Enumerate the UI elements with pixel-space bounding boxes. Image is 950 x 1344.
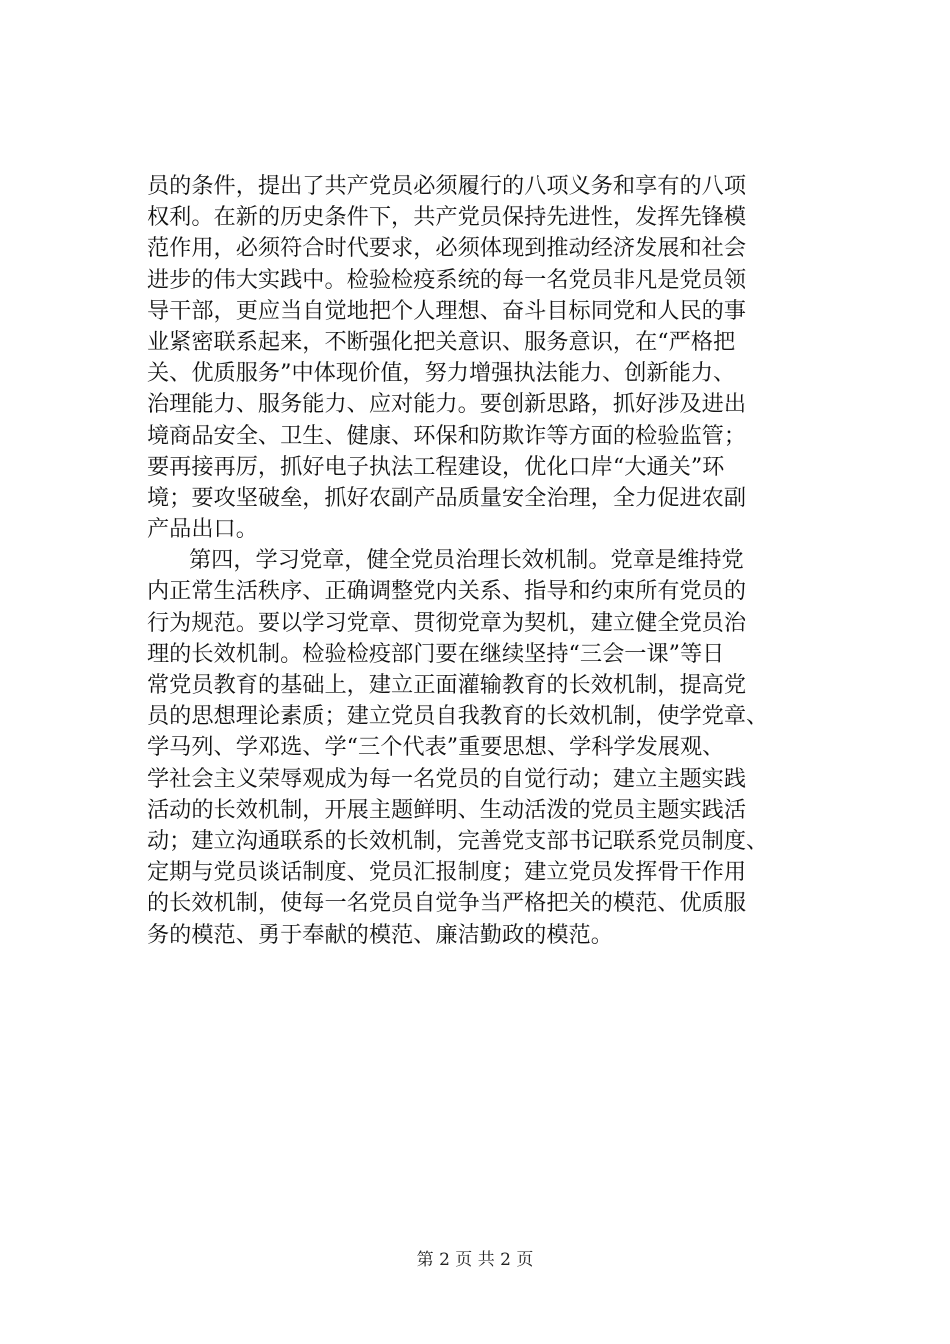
text-line: 导干部，更应当自觉地把个人理想、奋斗目标同党和人民的事: [147, 297, 747, 324]
text-line: 范作用，必须符合时代要求，必须体现到推动经济发展和社会: [147, 235, 747, 262]
page-footer: [0, 1245, 950, 1270]
text-line: 进步的伟大实践中。检验检疫系统的每一名党员非凡是党员领: [147, 266, 747, 293]
page-number: 第 2 页 共 2 页: [416, 1250, 534, 1270]
document-body: [147, 171, 837, 951]
text-line: 权利。在新的历史条件下，共产党员保持先进性，发挥先锋模: [147, 204, 747, 231]
text-line: 关、优质服务”中体现价值，努力增强执法能力、创新能力、: [147, 360, 736, 387]
text-line: 动；建立沟通联系的长效机制，完善党支部书记联系党员制度、: [147, 827, 769, 854]
text-line: 务的模范、勇于奉献的模范、廉洁勤政的模范。: [147, 921, 613, 948]
text-line: 定期与党员谈话制度、党员汇报制度；建立党员发挥骨干作用: [147, 859, 747, 886]
text-line: 学社会主义荣辱观成为每一名党员的自觉行动；建立主题实践: [147, 765, 747, 792]
text-line: 境；要攻坚破垒，抓好农副产品质量安全治理，全力促进农副: [147, 484, 747, 511]
text-line: 常党员教育的基础上，建立正面灌输教育的长效机制，提高党: [147, 672, 747, 698]
text-line: 员的条件，提出了共产党员必须履行的八项义务和享有的八项: [147, 173, 747, 199]
paragraph-2: [147, 545, 837, 950]
text-line: 员的思想理论素质；建立党员自我教育的长效机制，使学党章、: [147, 703, 769, 730]
text-line: 活动的长效机制，开展主题鲜明、生动活泼的党员主题实践活: [147, 796, 747, 823]
text-line: 治理能力、服务能力、应对能力。要创新思路，抓好涉及进出: [147, 391, 747, 418]
text-line: 内正常生活秩序、正确调整党内关系、指导和约束所有党员的: [147, 578, 747, 605]
text-line: 境商品安全、卫生、健康、环保和防欺诈等方面的检验监管；: [147, 422, 747, 449]
text-line: 行为规范。要以学习党章、贯彻党章为契机，建立健全党员治: [147, 609, 747, 636]
text-line: 产品出口。: [147, 516, 258, 543]
text-line: 理的长效机制。检验检疫部门要在继续坚持“三会一课”等日: [147, 640, 725, 667]
text-line: 的长效机制，使每一名党员自觉争当严格把关的模范、优质服: [147, 890, 747, 917]
text-line: 要再接再厉，抓好电子执法工程建设，优化口岸“大通关”环: [147, 453, 725, 480]
text-line-first: 第四，学习党章，健全党员治理长效机制。党章是维持党: [189, 547, 744, 574]
paragraph-1: [147, 171, 837, 545]
text-line: 学马列、学邓选、学“三个代表”重要思想、学科学发展观、: [147, 734, 725, 761]
text-line: 业紧密联系起来，不断强化把关意识、服务意识，在“严格把: [147, 328, 736, 355]
